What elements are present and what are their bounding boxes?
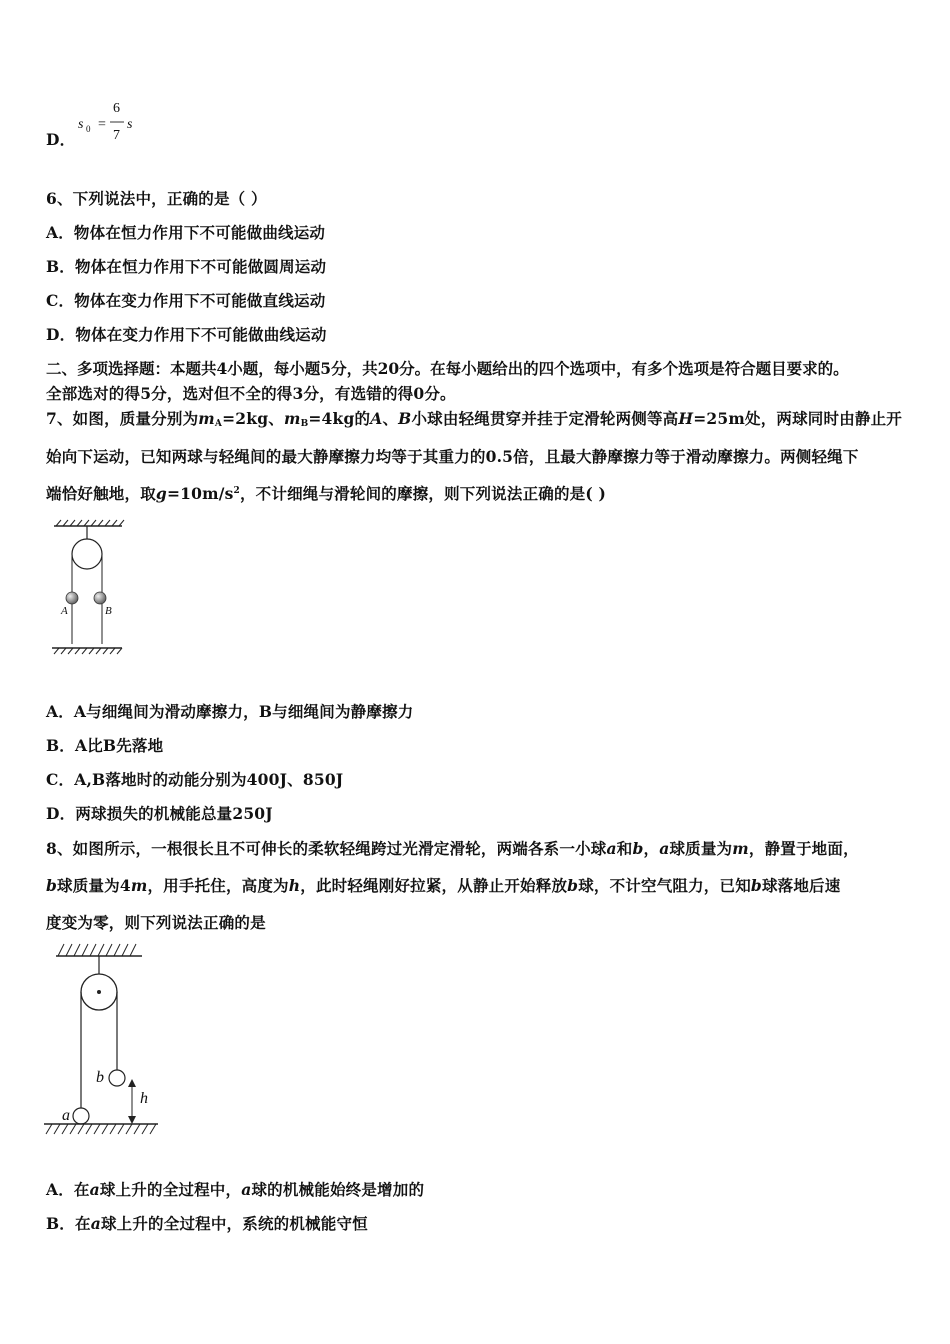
- var-b: b: [567, 876, 579, 895]
- var-h: H: [678, 409, 694, 428]
- q5-option-d-label: D．: [46, 130, 76, 149]
- section2-heading-line2: 全部选对的得5分，选对但不全的得3分，有选错的得0分。: [46, 384, 456, 403]
- formula-numerator: 6: [113, 101, 120, 116]
- q7-stem-line3: [46, 482, 606, 504]
- q6-option-b: B．物体在恒力作用下不可能做圆周运动: [46, 257, 327, 276]
- text: 球上升的全过程中，系统的机械能守恒: [100, 1214, 368, 1233]
- text: =4kg的: [308, 409, 371, 428]
- text: 球质量为: [669, 839, 733, 858]
- formula-denominator: 7: [113, 128, 120, 143]
- q7-option-a: A．A与细绳间为滑动摩擦力，B与细绳间为静摩擦力: [46, 702, 414, 721]
- q7-pulley-figure: [50, 518, 130, 658]
- text: 球的机械能始终是增加的: [251, 1180, 425, 1199]
- q8-fig-label-h: h: [140, 1090, 148, 1107]
- q7-option-c: C．A,B落地时的动能分别为400J、850J: [46, 770, 344, 789]
- section2-heading-line1: 二、多项选择题：本题共4小题，每小题5分，共20分。在每小题给出的四个选项中，有多个选项是符合题目要求的。: [46, 359, 849, 378]
- text: =25m处，两球同时由静止开: [693, 409, 903, 428]
- formula-tail: s: [127, 117, 133, 132]
- var-a: a: [606, 839, 617, 858]
- text: 小球由轻绳贯穿并挂于定滑轮两侧等高: [411, 409, 679, 428]
- text: 、: [382, 409, 399, 428]
- var-a: a: [89, 1180, 100, 1199]
- q8-stem-line1: [46, 837, 859, 859]
- q7-fig-label-a: A: [61, 605, 68, 617]
- q6-option-c: C．物体在变力作用下不可能做直线运动: [46, 291, 326, 310]
- var-h: h: [288, 876, 301, 895]
- var-g: g: [155, 484, 167, 503]
- var-a: a: [659, 839, 670, 858]
- var-a: A: [370, 409, 383, 428]
- sub-a: A: [214, 419, 223, 429]
- text: 8、如图所示，一根很长且不可伸长的柔软轻绳跨过光滑定滑轮，两端各系一小球: [46, 839, 607, 858]
- var-m: m: [130, 876, 148, 895]
- var-m: m: [732, 839, 749, 858]
- q8-fig-label-a: a: [62, 1107, 70, 1124]
- q8-pulley-figure: [42, 940, 162, 1140]
- text: ，不计细绳与滑轮间的摩擦，则下列说法正确的是( ): [239, 484, 607, 503]
- text: ，: [643, 839, 660, 858]
- superscript: 2: [233, 486, 240, 496]
- var-b: b: [46, 876, 58, 895]
- text: 和: [616, 839, 633, 858]
- formula-sub: 0: [86, 124, 91, 134]
- q8-stem-line3: 度变为零，则下列说法正确的是: [46, 913, 266, 932]
- q6-stem: 6、下列说法中，正确的是（ ）: [46, 189, 267, 208]
- text: ，用手托住，高度为: [147, 876, 289, 895]
- q7-fig-label-b: B: [105, 605, 112, 617]
- var-m: m: [283, 409, 301, 428]
- q8-option-a: [46, 1178, 424, 1200]
- var-a: a: [241, 1180, 252, 1199]
- q8-stem-line2: [46, 874, 840, 896]
- q6-option-d: D．物体在变力作用下不可能做曲线运动: [46, 325, 327, 344]
- text: 球质量为4: [57, 876, 131, 895]
- text: =2kg、: [222, 409, 284, 428]
- text: =10m/s: [166, 484, 234, 503]
- text: 球，不计空气阻力，已知: [578, 876, 751, 895]
- text: 球落地后速: [761, 876, 841, 895]
- text: 球上升的全过程中，: [99, 1180, 242, 1199]
- var-b: B: [398, 409, 412, 428]
- formula-fraction-bar: [110, 121, 126, 123]
- text: A．在: [46, 1180, 90, 1199]
- text: 7、如图，质量分别为: [46, 409, 199, 428]
- q7-stem-line2: 始向下运动，已知两球与轻绳间的最大静摩擦力均等于其重力的0.5倍，且最大静摩擦力等于滑动摩擦力。两侧轻绳下: [46, 447, 859, 466]
- sub-b: B: [300, 419, 309, 429]
- formula-eq: =: [98, 117, 106, 132]
- var-m: m: [198, 409, 215, 428]
- text: ，静置于地面，: [748, 839, 859, 858]
- q8-fig-label-b: b: [96, 1069, 104, 1086]
- q7-option-b: B．A比B先落地: [46, 736, 164, 755]
- var-a: a: [90, 1214, 101, 1233]
- text: ，此时轻绳刚好拉紧，从静止开始释放: [300, 876, 568, 895]
- text: 端恰好触地，取: [46, 484, 156, 503]
- q7-option-d: D．两球损失的机械能总量250J: [46, 804, 273, 823]
- q8-option-b: [46, 1212, 368, 1234]
- text: B．在: [46, 1214, 91, 1233]
- formula-var: s: [78, 117, 84, 132]
- q7-stem-line1: [46, 407, 902, 429]
- var-b: b: [750, 876, 762, 895]
- var-b: b: [632, 839, 644, 858]
- q6-option-a: A．物体在恒力作用下不可能做曲线运动: [46, 223, 326, 242]
